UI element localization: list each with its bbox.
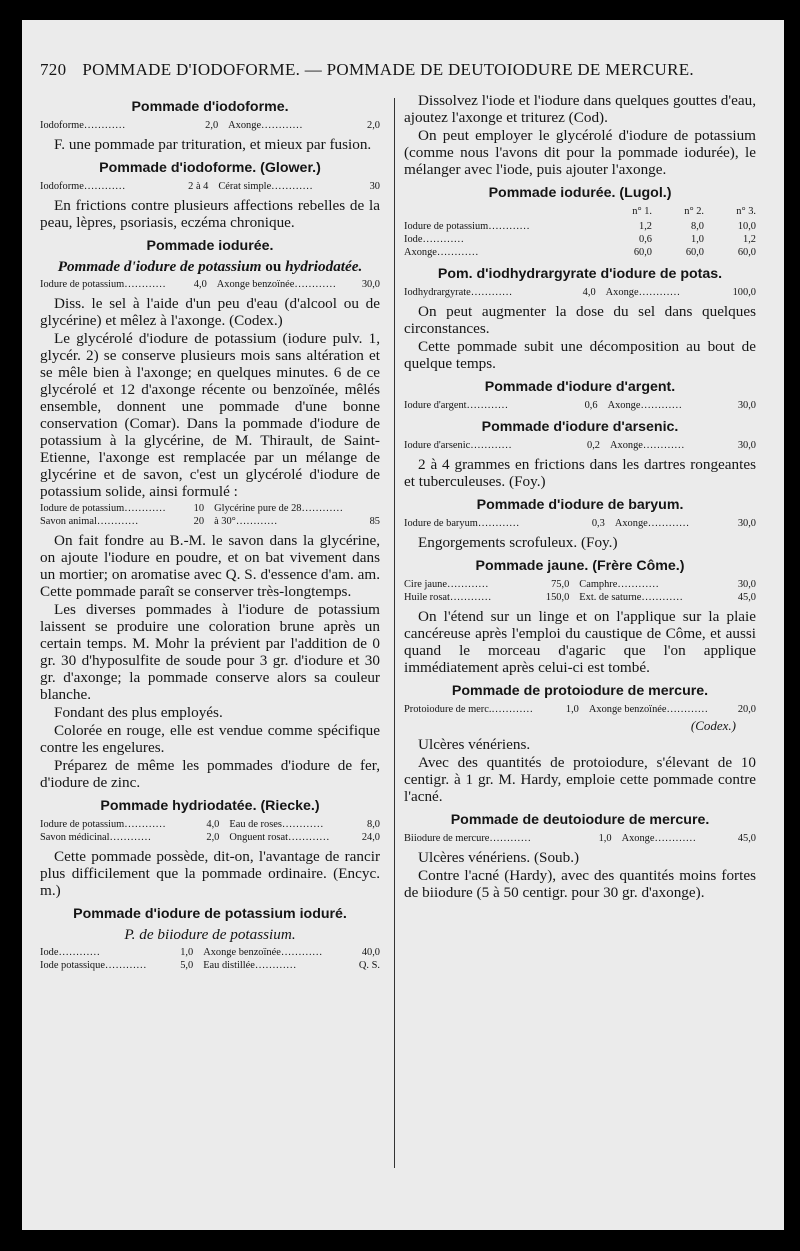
ingredient-qty: 30,0 — [737, 400, 756, 411]
ingredient-name: Iodure de baryum………… — [404, 518, 520, 529]
ingredient-qty: 30,0 — [737, 518, 756, 529]
left-column — [40, 92, 380, 976]
right-column — [404, 92, 756, 902]
ingredient-qty: 2,0 — [206, 832, 220, 843]
ingredients-table — [40, 946, 380, 972]
ingredient-row — [40, 515, 380, 528]
recipe-title: Pommade d'iodure de potassium ioduré. — [73, 906, 347, 922]
paragraph: Les diverses pommades à l'iodure de potassium laissent se produire une coloration brune après un certain temps. M. Mohr la prévient par l'addition de 0 gr. 30 d'hyposulfite de soude pour 3 gr. d'iodure et 30 gr. d'axonge; la pommade conserve alors sa couleur blanche. — [40, 601, 380, 703]
ingredient-name: Axonge benzoïnée………… — [203, 947, 323, 958]
ingredient-qty: Q. S. — [358, 960, 380, 971]
ingredient-name: Iodure de potassium………… — [40, 279, 166, 290]
paragraph: Fondant des plus employés. — [54, 704, 223, 721]
ingredient-name: Axonge benzoïnée………… — [588, 704, 709, 715]
recipe-title: Pommade iodurée. — [146, 238, 274, 254]
ingredient-qty: 8,0 — [367, 819, 380, 830]
recipe-title: Pommade d'iodure de baryum. — [476, 497, 684, 513]
formula-row — [404, 233, 756, 246]
paragraph: Colorée en rouge, elle est vendue comme spécifique contre les engelures. — [40, 722, 380, 756]
paragraph: On l'étend sur un linge et on l'applique sur la plaie cancéreuse après l'emploi du caustique de Côme, et aussi quand le morceau d'agaric que l'on applique immédiatement après celui-ci est tombé. — [404, 608, 756, 676]
ingredient-qty: 10 — [193, 503, 205, 514]
ingredients-table — [40, 818, 380, 844]
page-number: 720 — [40, 60, 67, 79]
ingredients-table — [404, 286, 756, 299]
ingredient-qty: 5,0 — [180, 960, 194, 971]
recipe-title: Pommade jaune. (Frère Côme.) — [475, 558, 685, 574]
ingredient-name: Iodhydrargyrate………… — [404, 287, 513, 298]
ingredient-name: Glycérine pure de 28………… — [214, 503, 344, 514]
ingredients-table — [404, 578, 756, 604]
ingredient-name: Iodoforme………… — [40, 181, 126, 192]
ingredient-qty: 20 — [193, 516, 205, 527]
ingredient-qty: 2,0 — [205, 120, 219, 131]
subtitle-part: ou — [261, 258, 286, 275]
paragraph: Dissolvez l'iode et l'iodure dans quelques gouttes d'eau, ajoutez l'axonge et triturez (Cod). — [404, 92, 756, 126]
ingredient-qty: 85 — [369, 516, 380, 527]
ingredient-row — [404, 703, 756, 716]
paragraph: Cette pommade possède, dit-on, l'avantage de rancir plus difficilement que la pommade ordinaire. (Encyc. m.) — [40, 848, 380, 899]
ingredient-name: Iodure de potassium………… — [40, 503, 166, 514]
ingredient-name: Axonge………… — [607, 400, 683, 411]
ingredient-qty: 1,0 — [565, 704, 579, 715]
ingredient-name: Eau de roses………… — [229, 819, 324, 830]
ingredient-qty — [368, 502, 380, 515]
paragraph: Ulcères vénériens. (Soub.) — [418, 849, 580, 866]
ingredient-qty: 1,0 — [598, 833, 612, 844]
ingredient-qty: 4,0 — [582, 287, 596, 298]
ingredient-qty: 2,0 — [367, 120, 380, 131]
ingredient-qty: 0,3 — [591, 518, 605, 529]
recipe-title: Pommade d'iodoforme. — [131, 99, 289, 115]
ingredient-name: Onguent rosat………… — [229, 832, 330, 843]
running-title: POMMADE D'IODOFORME. — POMMADE DE DEUTOIODURE DE MERCURE. — [82, 60, 694, 79]
ingredient-name: à 30°………… — [214, 516, 278, 527]
running-head — [40, 60, 774, 80]
recipe-title: Pommade d'iodoforme. (Glower.) — [99, 160, 321, 176]
ingredient-row — [40, 180, 380, 193]
ingredient-name: Axonge………… — [610, 440, 685, 451]
ingredient-name: Axonge………… — [605, 287, 681, 298]
ingredient-qty: 8,0 — [691, 221, 704, 232]
paragraph: On peut employer le glycérolé d'iodure de potassium (comme nous l'avons dit pour la pommade iodurée), le mélanger avec l'iode, puis ajouter l'axonge. — [404, 127, 756, 178]
ingredient-qty: 10,0 — [737, 221, 756, 232]
paragraph: Préparez de même les pommades d'iodure de fer, d'iodure de zinc. — [40, 757, 380, 791]
ingredient-row — [40, 278, 380, 291]
ingredient-name: Iode………… — [40, 947, 101, 958]
ingredients-table — [404, 832, 756, 845]
ingredient-qty: 40,0 — [361, 947, 380, 958]
paragraph: On fait fondre au B.-M. le savon dans la glycérine, on ajoute l'iodure en poudre, et on bat vivement dans un mortier; on aromatise avec Q. S. d'essence d'am. am. Cette pommade paraît se conserver très-longtemps. — [40, 532, 380, 600]
ingredients-table — [404, 703, 756, 716]
ingredient-name: Iodoforme………… — [40, 120, 126, 131]
column-divider — [394, 98, 395, 1168]
recipe-title: Pommade hydriodatée. (Riecke.) — [100, 798, 320, 814]
ingredients-table — [404, 517, 756, 530]
ingredient-qty: 4,0 — [193, 279, 207, 290]
ingredient-name: Iode potassique………… — [40, 960, 147, 971]
source-reference: (Codex.) — [690, 718, 736, 733]
book-page — [22, 20, 784, 1230]
ingredient-qty: 45,0 — [737, 833, 756, 844]
ingredients-table — [40, 180, 380, 193]
paragraph: On peut augmenter la dose du sel dans quelques circonstances. — [404, 303, 756, 337]
paragraph: Engorgements scrofuleux. (Foy.) — [418, 534, 618, 551]
paragraph: Diss. le sel à l'aide d'un peu d'eau (d'alcool ou de glycérine) et mêlez à l'axonge. (Codex.) — [40, 295, 380, 329]
ingredient-name: Axonge………… — [228, 120, 303, 131]
ingredient-row — [40, 946, 380, 959]
ingredient-qty: 1,0 — [691, 234, 704, 245]
ingredient-row — [40, 119, 380, 132]
ingredient-row — [40, 818, 380, 831]
ingredient-qty: 0,6 — [639, 234, 652, 245]
ingredients-table — [404, 399, 756, 412]
ingredient-name: Axonge………… — [404, 247, 479, 258]
ingredient-row — [40, 959, 380, 972]
ingredient-name: Cire jaune………… — [404, 579, 489, 590]
ingredient-name: Savon animal………… — [40, 516, 139, 527]
ingredient-qty: 30 — [369, 181, 380, 192]
recipe-subtitle — [40, 258, 380, 275]
ingredient-qty: 4,0 — [206, 819, 220, 830]
ingredient-qty: 45,0 — [737, 592, 756, 603]
ingredient-name: Iodure d'arsenic………… — [404, 440, 512, 451]
ingredient-row — [404, 578, 756, 591]
ingredient-name: Iodure de potassium………… — [404, 221, 530, 232]
column-header: n° 1. — [632, 206, 652, 217]
paragraph: Cette pommade subit une décomposition au bout de quelque temps. — [404, 338, 756, 372]
column-header: n° 3. — [736, 206, 756, 217]
formula-table — [404, 205, 756, 259]
recipe-title: Pom. d'iodhydrargyrate d'iodure de potas. — [437, 266, 723, 282]
subtitle-part: Pommade d'iodure de potassium — [57, 258, 262, 275]
ingredient-qty: 150,0 — [545, 592, 570, 603]
ingredients-table — [40, 278, 380, 291]
ingredient-name: Cérat simple………… — [218, 181, 313, 192]
ingredient-qty: 75,0 — [551, 579, 570, 590]
ingredient-row — [404, 439, 756, 452]
ingredient-qty: 24,0 — [361, 832, 380, 843]
ingredient-qty: 2 à 4 — [188, 181, 209, 192]
subtitle-part: hydriodatée. — [285, 258, 363, 275]
ingredient-row — [40, 831, 380, 844]
ingredient-row — [404, 286, 756, 299]
ingredient-name: Iode………… — [404, 234, 465, 245]
ingredient-name: Savon médicinal………… — [40, 832, 152, 843]
paragraph: En frictions contre plusieurs affections rebelles de la peau, lèpres, psoriasis, eczéma chronique. — [40, 197, 380, 231]
ingredient-name: Iodure de potassium………… — [40, 819, 166, 830]
ingredient-qty: 30,0 — [737, 579, 756, 590]
ingredient-qty: 0,6 — [584, 400, 598, 411]
ingredient-qty: 1,2 — [743, 234, 756, 245]
ingredient-name: Protoiodure de merc.………… — [404, 704, 533, 715]
recipe-subtitle: P. de biiodure de potassium. — [124, 926, 296, 943]
ingredient-row — [404, 399, 756, 412]
ingredient-name: Iodure d'argent………… — [404, 400, 509, 411]
formula-row — [404, 220, 756, 233]
ingredient-qty: 30,0 — [737, 440, 756, 451]
column-header: n° 2. — [684, 206, 704, 217]
ingredient-row — [40, 502, 380, 515]
ingredients-table — [40, 119, 380, 132]
ingredient-row — [404, 591, 756, 604]
ingredient-qty: 60,0 — [737, 247, 756, 258]
paragraph: Le glycérolé d'iodure de potassium (iodure pulv. 1, glycér. 2) se conserve plusieurs mois sans altération et se mêle bien à l'axonge; en quelques minutes. 6 de ce glycérolé et 12 d'axonge récente ou benzoïnée, mêlés ensemble, donnent une pommade d'une bonne conservation (Comar). Dans la pommade d'iodure de potassium à la glycérine, de M. Thirault, de Saint-Etienne, l'axonge est remplacée par un mélange de glycérine et de savon, c'est un glycérolé d'iodure de potassium solide, ainsi formulé : — [40, 330, 380, 500]
ingredient-qty: 1,2 — [639, 221, 652, 232]
ingredient-qty: 60,0 — [633, 247, 652, 258]
ingredient-row — [404, 832, 756, 845]
ingredient-qty: 30,0 — [361, 279, 380, 290]
ingredient-name: Eau distillée………… — [203, 960, 297, 971]
recipe-title: Pommade de deutoiodure de mercure. — [450, 812, 710, 828]
paragraph: 2 à 4 grammes en frictions dans les dartres rongeantes et tuberculeuses. (Foy.) — [404, 456, 756, 490]
ingredient-qty: 60,0 — [685, 247, 704, 258]
ingredients-table — [404, 439, 756, 452]
ingredient-name: Camphre………… — [579, 579, 659, 590]
recipe-title: Pommade iodurée. (Lugol.) — [488, 185, 672, 201]
formula-header-row — [404, 205, 756, 220]
recipe-title: Pommade d'iodure d'arsenic. — [481, 419, 679, 435]
formula-row — [404, 246, 756, 259]
ingredient-qty: 1,0 — [180, 947, 194, 958]
ingredient-name: Ext. de saturne………… — [579, 592, 683, 603]
recipe-title: Pommade de protoiodure de mercure. — [451, 683, 709, 699]
ingredient-name: Axonge………… — [621, 833, 697, 844]
ingredient-name: Huile rosat………… — [404, 592, 492, 603]
ingredients-table — [40, 502, 380, 528]
paragraph: F. une pommade par trituration, et mieux par fusion. — [54, 136, 372, 153]
ingredient-name: Biiodure de mercure………… — [404, 833, 531, 844]
ingredient-qty: 0,2 — [587, 440, 601, 451]
paragraph: Contre l'acné (Hardy), avec des quantités moins fortes de biiodure (5 à 50 centigr. pour 30 gr. d'axonge). — [404, 867, 756, 901]
ingredient-name: Axonge………… — [614, 518, 690, 529]
paragraph: Ulcères vénériens. — [418, 736, 531, 753]
ingredient-row — [404, 517, 756, 530]
ingredient-name: Axonge benzoïnée………… — [216, 279, 336, 290]
paragraph: Avec des quantités de protoiodure, s'élevant de 10 centigr. à 1 gr. M. Hardy, emploie cette pommade contre l'acné. — [404, 754, 756, 805]
ingredient-qty: 100,0 — [732, 287, 756, 298]
recipe-title: Pommade d'iodure d'argent. — [484, 379, 676, 395]
ingredient-qty: 20,0 — [737, 704, 756, 715]
